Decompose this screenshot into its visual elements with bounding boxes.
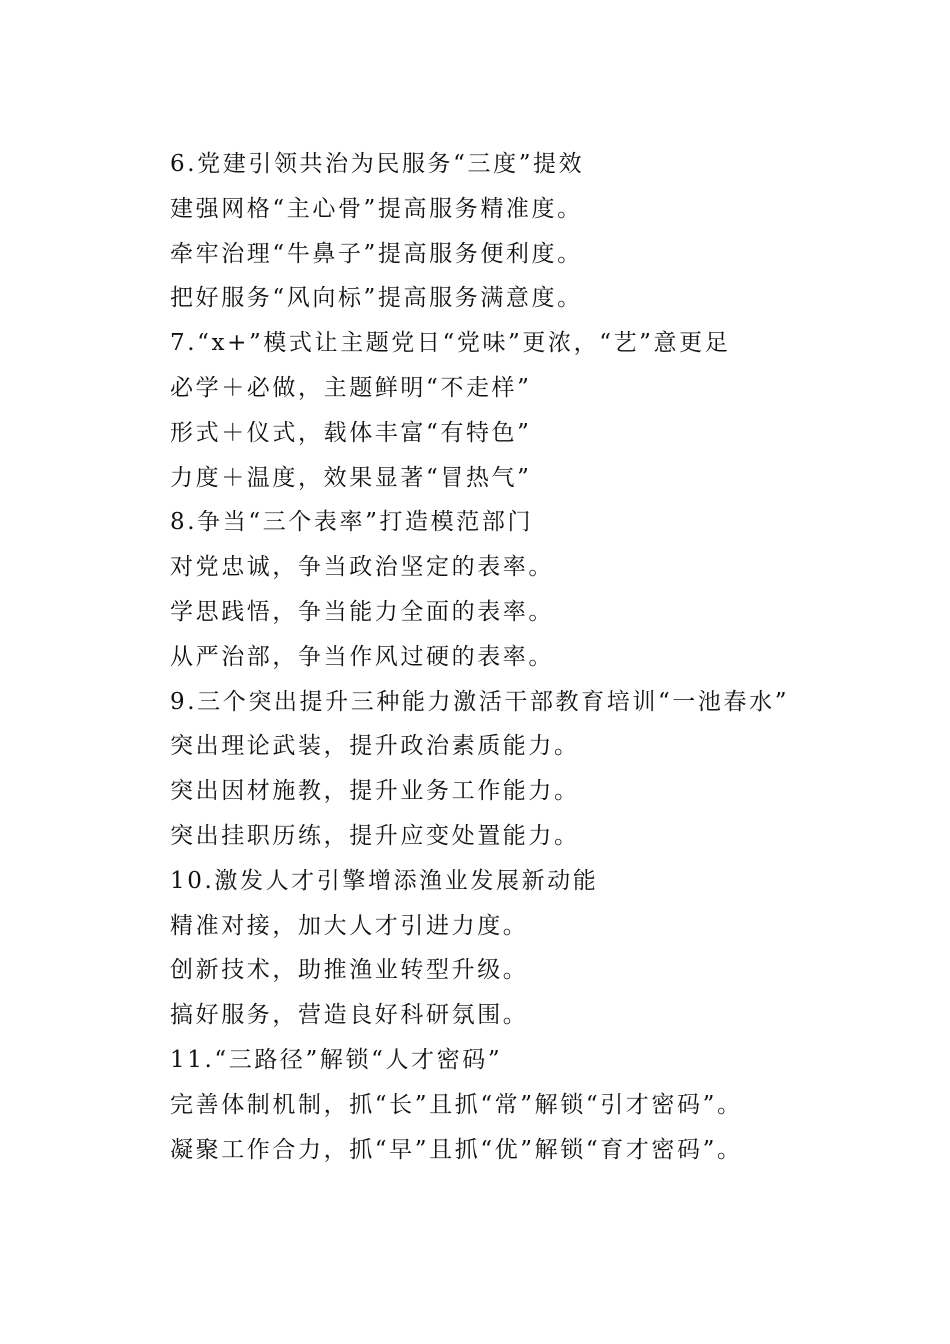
heading-11: 11.“三路径”解锁“人才密码”	[170, 1046, 503, 1073]
document-body	[170, 142, 870, 1172]
heading-10: 10.激发人才引擎增添渔业发展新动能	[170, 867, 599, 894]
heading-8: 8.争当“三个表率”打造模范部门	[170, 509, 534, 536]
text-line: 创新技术，助推渔业转型升级。	[170, 957, 529, 984]
text-line: 搞好服务，营造良好科研氛围。	[170, 1002, 529, 1029]
text-line: 突出因材施教，提升业务工作能力。	[170, 778, 580, 805]
text-line: 形式＋仪式，载体丰富“有特色”	[170, 419, 532, 446]
text-line: 凝聚工作合力，抓“早”且抓“优”解锁“育才密码”。	[170, 1136, 743, 1163]
text-line: 学思践悟，争当能力全面的表率。	[170, 598, 554, 625]
heading-7: 7.“x+”模式让主题党日“党味”更浓，“艺”意更足	[170, 330, 731, 357]
text-line: 精准对接，加大人才引进力度。	[170, 912, 529, 939]
text-line: 对党忠诚，争当政治坚定的表率。	[170, 554, 554, 581]
text-line: 力度＋温度，效果显著“冒热气”	[170, 464, 532, 491]
text-line: 突出挂职历练，提升应变处置能力。	[170, 822, 580, 849]
text-line: 建强网格“主心骨”提高服务精准度。	[170, 195, 583, 222]
text-line: 完善体制机制，抓“长”且抓“常”解锁“引才密码”。	[170, 1091, 743, 1118]
heading-9: 9.三个突出提升三种能力激活干部教育培训“一池春水”	[170, 688, 790, 715]
text-line: 突出理论武装，提升政治素质能力。	[170, 733, 580, 760]
text-line: 必学＋必做，主题鲜明“不走样”	[170, 374, 532, 401]
heading-6: 6.党建引领共治为民服务“三度”提效	[170, 151, 585, 177]
text-line: 牵牢治理“牛鼻子”提高服务便利度。	[170, 240, 583, 267]
text-line: 从严治部，争当作风过硬的表率。	[170, 643, 554, 670]
text-line: 把好服务“风向标”提高服务满意度。	[170, 285, 583, 312]
